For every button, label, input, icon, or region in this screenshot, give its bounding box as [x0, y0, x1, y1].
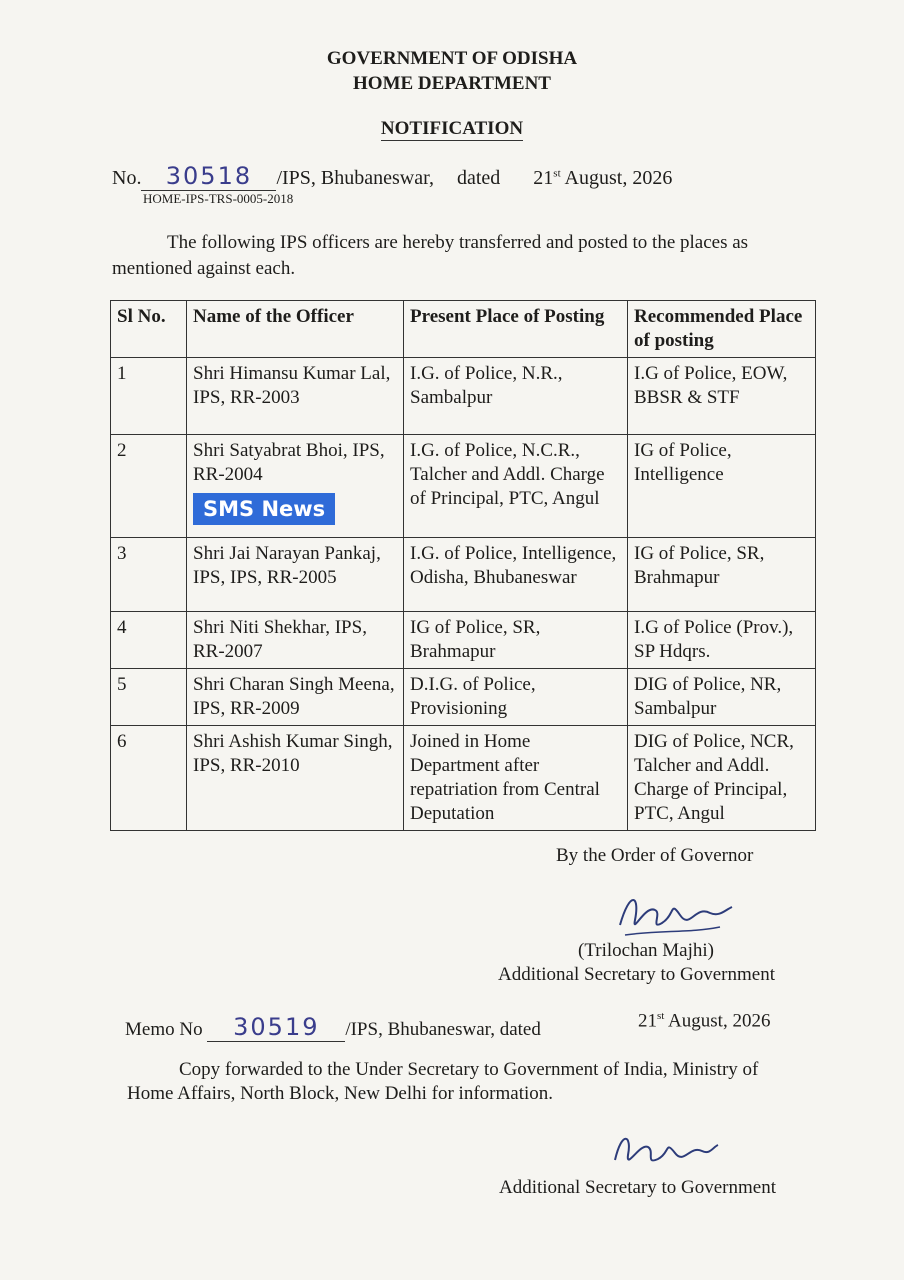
table-row: [111, 669, 816, 726]
transfer-table: [110, 300, 816, 831]
cell-recommended-posting: I.G of Police (Prov.), SP Hdqrs.: [628, 612, 816, 669]
notification-title-wrap: [0, 118, 904, 141]
cell-recommended-posting: DIG of Police, NR, Sambalpur: [628, 669, 816, 726]
number-prefix: No.: [112, 167, 142, 189]
header-present-posting: Present Place of Posting: [404, 301, 628, 358]
signatory-name: (Trilochan Majhi): [578, 940, 714, 961]
cell-officer-name: [187, 435, 404, 538]
sms-news-watermark: SMS News: [193, 493, 335, 525]
table-row: [111, 435, 816, 538]
notification-number-line: [112, 162, 672, 191]
copy-forwarded-paragraph: Copy forwarded to the Under Secretary to Government of India, Ministry of Home Affairs, North Block, New Delhi for information.: [127, 1059, 759, 1104]
officer-name-text: Shri Satyabrat Bhoi, IPS, RR-2004: [193, 440, 385, 485]
notification-date: [533, 167, 672, 189]
dated-label: dated: [456, 167, 501, 189]
handwritten-number: 30518: [165, 162, 253, 190]
table-row: [111, 358, 816, 435]
cell-recommended-posting: I.G of Police, EOW, BBSR & STF: [628, 358, 816, 435]
memo-date-sup: st: [657, 1010, 665, 1022]
cell-officer-name: Shri Himansu Kumar Lal, IPS, RR-2003: [187, 358, 404, 435]
table-row: [111, 538, 816, 612]
cell-recommended-posting: DIG of Police, NCR, Talcher and Addl. Charge of Principal, PTC, Angul: [628, 726, 816, 831]
table-row: [111, 726, 816, 831]
notification-title: NOTIFICATION: [380, 118, 524, 139]
cell-officer-name: Shri Ashish Kumar Singh, IPS, RR-2010: [187, 726, 404, 831]
memo-date: [638, 1010, 770, 1032]
department-heading: HOME DEPARTMENT: [353, 73, 551, 94]
number-blank: [141, 162, 276, 191]
memo-signatory-title: Additional Secretary to Government: [499, 1177, 777, 1198]
table-row: [111, 612, 816, 669]
government-heading: GOVERNMENT OF ODISHA: [326, 48, 578, 69]
date-day: 21: [533, 167, 554, 189]
cell-recommended-posting: IG of Police, Intelligence: [628, 435, 816, 538]
date-sup: st: [553, 167, 561, 180]
memo-number-line: [125, 1013, 541, 1042]
signatory-title: Additional Secretary to Government: [498, 964, 776, 985]
cell-sl: 3: [111, 538, 187, 612]
memo-date-day: 21: [638, 1010, 657, 1032]
date-rest: August, 2026: [564, 167, 673, 189]
memo-suffix: /IPS, Bhubaneswar, dated: [345, 1019, 541, 1040]
memo-prefix: Memo No: [125, 1019, 203, 1040]
cell-present-posting: IG of Police, SR, Brahmapur: [404, 612, 628, 669]
cell-sl: 6: [111, 726, 187, 831]
table-header-row: [111, 301, 816, 358]
cell-officer-name: Shri Charan Singh Meena, IPS, RR-2009: [187, 669, 404, 726]
signature-scribble-2: [600, 1125, 720, 1185]
cell-present-posting: D.I.G. of Police, Provisioning: [404, 669, 628, 726]
cell-present-posting: I.G. of Police, Intelligence, Odisha, Bhubaneswar: [404, 538, 628, 612]
cell-present-posting: I.G. of Police, N.R., Sambalpur: [404, 358, 628, 435]
cell-recommended-posting: IG of Police, SR, Brahmapur: [628, 538, 816, 612]
number-suffix: /IPS, Bhubaneswar,: [276, 167, 434, 189]
memo-blank: [207, 1013, 345, 1042]
header-recommended-posting: Recommended Place of posting: [628, 301, 816, 358]
cell-sl: 2: [111, 435, 187, 538]
cell-present-posting: Joined in Home Department after repatriation from Central Deputation: [404, 726, 628, 831]
header-sl-no: Sl No.: [111, 301, 187, 358]
memo-date-rest: August, 2026: [668, 1010, 771, 1032]
cell-sl: 4: [111, 612, 187, 669]
cell-present-posting: I.G. of Police, N.C.R., Talcher and Addl. Charge of Principal, PTC, Angul: [404, 435, 628, 538]
cell-officer-name: Shri Jai Narayan Pankaj, IPS, IPS, RR-2005: [187, 538, 404, 612]
handwritten-memo-number: 30519: [233, 1013, 320, 1041]
cell-sl: 5: [111, 669, 187, 726]
cell-officer-name: Shri Niti Shekhar, IPS, RR-2007: [187, 612, 404, 669]
by-order-text: By the Order of Governor: [556, 845, 754, 866]
intro-paragraph: The following IPS officers are hereby transferred and posted to the places as mentioned against each.: [112, 232, 749, 279]
cell-sl: 1: [111, 358, 187, 435]
header-officer-name: Name of the Officer: [187, 301, 404, 358]
file-reference: HOME-IPS-TRS-0005-2018: [143, 191, 294, 206]
